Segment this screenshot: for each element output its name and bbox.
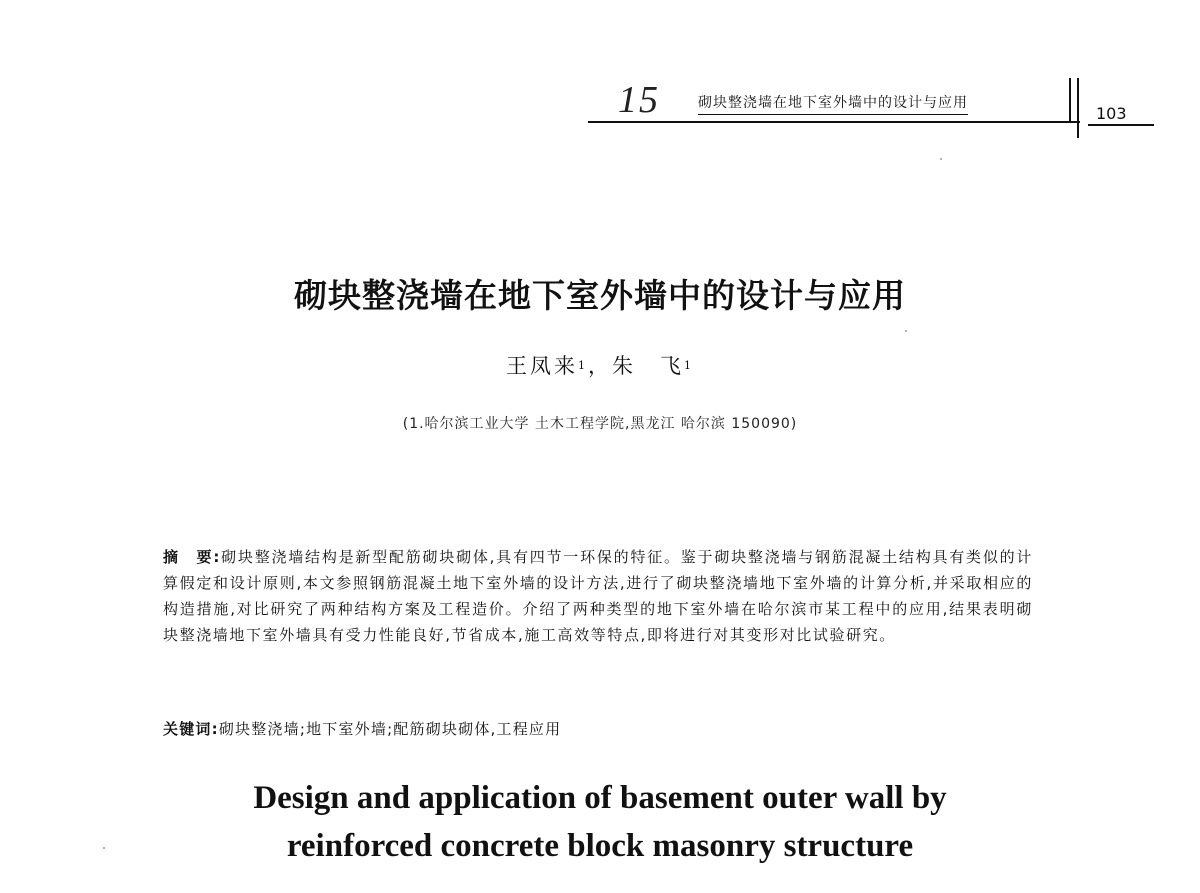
article-title-cn: 砌块整浇墙在地下室外墙中的设计与应用 xyxy=(294,276,906,315)
author-name: 朱 飞 xyxy=(612,354,684,378)
scan-speck xyxy=(905,330,907,332)
header-divider-bar xyxy=(1077,78,1079,138)
page-number: 103 xyxy=(1096,104,1127,123)
author-name: 王凤来 xyxy=(506,354,578,378)
abstract-text: 砌块整浇墙结构是新型配筋砌块砌体,具有四节一环保的特征。鉴于砌块整浇墙与钢筋混凝土结构具有类似的计算假定和设计原则,本文参照钢筋混凝土地下室外墙的设计方法,进行了砌块整浇墙地下室外墙的计算分析,并采取相应的构造措施,对比研究了两种结构方案及工程造价。介绍了两种类型的地下室外墙在哈尔滨市某工程中的应用,结果表明砌块整浇墙地下室外墙具有受力性能良好,节省成本,施工高效等特点,即将进行对其变形对比试验研究。 xyxy=(163,548,1033,644)
scan-speck xyxy=(103,847,105,849)
affiliation-mark: 1 xyxy=(684,359,694,372)
scan-speck xyxy=(940,158,942,160)
author-list xyxy=(0,350,1200,380)
keywords-text: 砌块整浇墙;地下室外墙;配筋砌块砌体,工程应用 xyxy=(218,720,562,738)
page-number-rule xyxy=(1088,124,1154,126)
affiliation-mark: 1 xyxy=(578,359,588,372)
author-affiliation: (1.哈尔滨工业大学 土木工程学院,黑龙江 哈尔滨 150090) xyxy=(402,416,798,432)
keywords-label: 关键词: xyxy=(163,720,219,738)
running-title: 砌块整浇墙在地下室外墙中的设计与应用 xyxy=(698,92,968,115)
keywords xyxy=(163,716,1033,742)
running-header xyxy=(588,78,1160,138)
title-en-line: Design and application of basement outer wall by xyxy=(253,780,947,816)
abstract-label: 摘 要: xyxy=(163,548,221,566)
article-title-en xyxy=(0,774,1200,870)
abstract xyxy=(163,544,1033,648)
header-divider-bar xyxy=(1069,78,1071,122)
author-separator: ， xyxy=(588,354,612,378)
header-rule xyxy=(588,121,1080,123)
chapter-number: 15 xyxy=(618,79,660,121)
title-en-line: reinforced concrete block masonry structure xyxy=(286,828,914,864)
